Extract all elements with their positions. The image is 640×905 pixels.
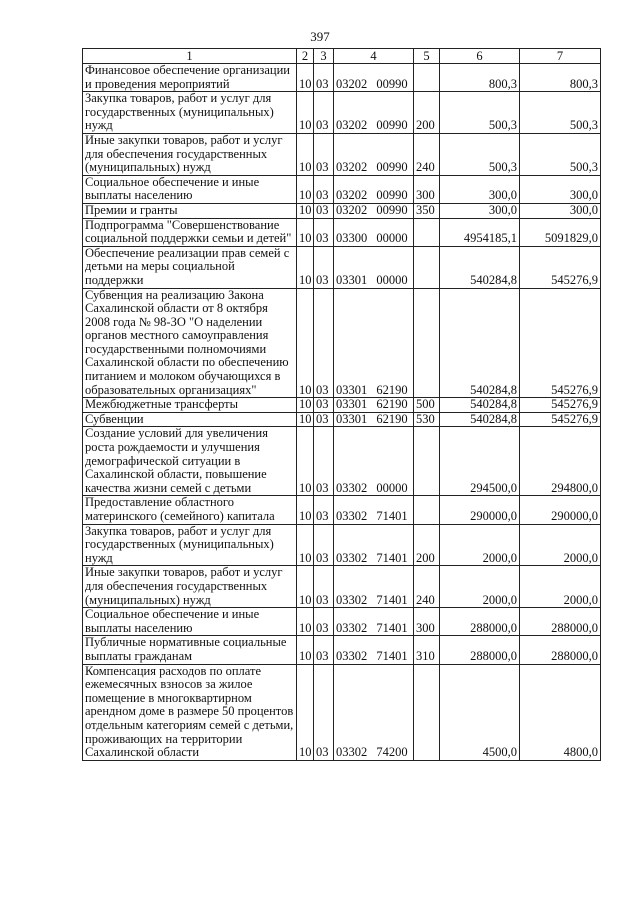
expense-type-cell: 310 [414, 636, 440, 664]
subsection-code-cell: 03 [314, 92, 334, 134]
amount-col6-cell: 2000,0 [440, 524, 520, 566]
expense-type-cell: 200 [414, 92, 440, 134]
target-article-cell: 03302 71401 [334, 608, 414, 636]
amount-col7-cell: 2000,0 [520, 524, 601, 566]
table-row [83, 398, 601, 413]
target-article-cell: 03301 62190 [334, 398, 414, 413]
amount-col6-cell: 300,0 [440, 175, 520, 203]
amount-col6-cell: 540284,8 [440, 288, 520, 398]
amount-col7-cell: 300,0 [520, 203, 601, 218]
table-row [83, 664, 601, 760]
header-cell-5: 5 [414, 49, 440, 64]
amount-col6-cell: 500,3 [440, 133, 520, 175]
amount-col6-cell: 540284,8 [440, 398, 520, 413]
section-code-cell: 10 [297, 246, 314, 288]
amount-col7-cell: 294800,0 [520, 427, 601, 496]
table-row [83, 246, 601, 288]
subsection-code-cell: 03 [314, 203, 334, 218]
table-row [83, 427, 601, 496]
name-cell: Компенсация расходов по оплате ежемесячных взносов за жилое помещение в многоквартирном арендном доме в размере 50 процентов отдельным категориям семей с детьми, проживающих на территории Сахалинской области [83, 664, 297, 760]
amount-col6-cell: 800,3 [440, 64, 520, 92]
amount-col7-cell: 545276,9 [520, 288, 601, 398]
amount-col7-cell: 288000,0 [520, 636, 601, 664]
header-cell-7: 7 [520, 49, 601, 64]
amount-col7-cell: 5091829,0 [520, 218, 601, 246]
name-cell: Создание условий для увеличения роста рождаемости и улучшения демографической ситуации в Сахалинской области, повышение качества жизни семей с детьми [83, 427, 297, 496]
subsection-code-cell: 03 [314, 64, 334, 92]
expense-type-cell: 300 [414, 608, 440, 636]
amount-col7-cell: 288000,0 [520, 608, 601, 636]
name-cell: Иные закупки товаров, работ и услуг для обеспечения государственных (муниципальных) нужд [83, 133, 297, 175]
section-code-cell: 10 [297, 496, 314, 524]
target-article-cell: 03300 00000 [334, 218, 414, 246]
budget-table [82, 48, 601, 761]
target-article-cell: 03302 74200 [334, 664, 414, 760]
section-code-cell: 10 [297, 398, 314, 413]
expense-type-cell [414, 496, 440, 524]
section-code-cell: 10 [297, 566, 314, 608]
section-code-cell: 10 [297, 92, 314, 134]
amount-col6-cell: 500,3 [440, 92, 520, 134]
section-code-cell: 10 [297, 288, 314, 398]
subsection-code-cell: 03 [314, 398, 334, 413]
expense-type-cell [414, 664, 440, 760]
table-row [83, 175, 601, 203]
name-cell: Обеспечение реализации прав семей с детьми на меры социальной поддержки [83, 246, 297, 288]
amount-col7-cell: 545276,9 [520, 246, 601, 288]
name-cell: Закупка товаров, работ и услуг для государственных (муниципальных) нужд [83, 92, 297, 134]
table-row [83, 288, 601, 398]
subsection-code-cell: 03 [314, 636, 334, 664]
header-cell-3: 3 [314, 49, 334, 64]
header-cell-4: 4 [334, 49, 414, 64]
amount-col7-cell: 2000,0 [520, 566, 601, 608]
table-row [83, 496, 601, 524]
amount-col7-cell: 500,3 [520, 92, 601, 134]
subsection-code-cell: 03 [314, 664, 334, 760]
subsection-code-cell: 03 [314, 246, 334, 288]
target-article-cell: 03202 00990 [334, 92, 414, 134]
name-cell: Закупка товаров, работ и услуг для государственных (муниципальных) нужд [83, 524, 297, 566]
target-article-cell: 03301 00000 [334, 246, 414, 288]
name-cell: Премии и гранты [83, 203, 297, 218]
table-row [83, 133, 601, 175]
section-code-cell: 10 [297, 412, 314, 427]
name-cell: Публичные нормативные социальные выплаты гражданам [83, 636, 297, 664]
expense-type-cell: 300 [414, 175, 440, 203]
amount-col6-cell: 290000,0 [440, 496, 520, 524]
amount-col7-cell: 4800,0 [520, 664, 601, 760]
name-cell: Межбюджетные трансферты [83, 398, 297, 413]
expense-type-cell: 200 [414, 524, 440, 566]
section-code-cell: 10 [297, 133, 314, 175]
table-row [83, 524, 601, 566]
amount-col7-cell: 545276,9 [520, 412, 601, 427]
section-code-cell: 10 [297, 175, 314, 203]
amount-col6-cell: 4500,0 [440, 664, 520, 760]
subsection-code-cell: 03 [314, 133, 334, 175]
subsection-code-cell: 03 [314, 427, 334, 496]
name-cell: Предоставление областного материнского (семейного) капитала [83, 496, 297, 524]
target-article-cell: 03202 00990 [334, 133, 414, 175]
table-row [83, 636, 601, 664]
expense-type-cell: 350 [414, 203, 440, 218]
target-article-cell: 03302 71401 [334, 566, 414, 608]
subsection-code-cell: 03 [314, 608, 334, 636]
target-article-cell: 03301 62190 [334, 412, 414, 427]
expense-type-cell [414, 246, 440, 288]
expense-type-cell [414, 427, 440, 496]
subsection-code-cell: 03 [314, 496, 334, 524]
amount-col7-cell: 545276,9 [520, 398, 601, 413]
table-row [83, 218, 601, 246]
header-cell-1: 1 [83, 49, 297, 64]
section-code-cell: 10 [297, 664, 314, 760]
section-code-cell: 10 [297, 64, 314, 92]
header-cell-6: 6 [440, 49, 520, 64]
target-article-cell: 03302 71401 [334, 524, 414, 566]
amount-col6-cell: 294500,0 [440, 427, 520, 496]
expense-type-cell [414, 64, 440, 92]
expense-type-cell: 240 [414, 566, 440, 608]
name-cell: Социальное обеспечение и иные выплаты населению [83, 608, 297, 636]
subsection-code-cell: 03 [314, 288, 334, 398]
section-code-cell: 10 [297, 218, 314, 246]
target-article-cell: 03302 71401 [334, 496, 414, 524]
amount-col7-cell: 290000,0 [520, 496, 601, 524]
expense-type-cell: 500 [414, 398, 440, 413]
target-article-cell: 03302 71401 [334, 636, 414, 664]
amount-col6-cell: 540284,8 [440, 412, 520, 427]
name-cell: Социальное обеспечение и иные выплаты населению [83, 175, 297, 203]
name-cell: Субвенция на реализацию Закона Сахалинской области от 8 октября 2008 года № 98-ЗО "О наделении органов местного самоуправления государственными полномочиями Сахалинской области по обеспечению питанием и молоком обучающихся в образовательных организациях" [83, 288, 297, 398]
name-cell: Подпрограмма "Совершенствование социальной поддержки семьи и детей" [83, 218, 297, 246]
name-cell: Финансовое обеспечение организации и проведения мероприятий [83, 64, 297, 92]
section-code-cell: 10 [297, 636, 314, 664]
amount-col6-cell: 2000,0 [440, 566, 520, 608]
section-code-cell: 10 [297, 427, 314, 496]
section-code-cell: 10 [297, 608, 314, 636]
subsection-code-cell: 03 [314, 175, 334, 203]
amount-col6-cell: 540284,8 [440, 246, 520, 288]
target-article-cell: 03301 62190 [334, 288, 414, 398]
subsection-code-cell: 03 [314, 218, 334, 246]
expense-type-cell [414, 218, 440, 246]
subsection-code-cell: 03 [314, 412, 334, 427]
amount-col6-cell: 288000,0 [440, 608, 520, 636]
table-row [83, 608, 601, 636]
amount-col7-cell: 300,0 [520, 175, 601, 203]
header-row [83, 49, 601, 64]
table-row [83, 412, 601, 427]
amount-col6-cell: 288000,0 [440, 636, 520, 664]
target-article-cell: 03202 00990 [334, 203, 414, 218]
subsection-code-cell: 03 [314, 566, 334, 608]
amount-col7-cell: 800,3 [520, 64, 601, 92]
section-code-cell: 10 [297, 524, 314, 566]
target-article-cell: 03202 00990 [334, 64, 414, 92]
section-code-cell: 10 [297, 203, 314, 218]
header-cell-2: 2 [297, 49, 314, 64]
table-row [83, 566, 601, 608]
subsection-code-cell: 03 [314, 524, 334, 566]
page-number: 397 [310, 29, 330, 44]
target-article-cell: 03202 00990 [334, 175, 414, 203]
table-row [83, 64, 601, 92]
expense-type-cell: 530 [414, 412, 440, 427]
expense-type-cell: 240 [414, 133, 440, 175]
name-cell: Субвенции [83, 412, 297, 427]
table-row [83, 203, 601, 218]
expense-type-cell [414, 288, 440, 398]
table-row [83, 92, 601, 134]
target-article-cell: 03302 00000 [334, 427, 414, 496]
amount-col7-cell: 500,3 [520, 133, 601, 175]
amount-col6-cell: 300,0 [440, 203, 520, 218]
name-cell: Иные закупки товаров, работ и услуг для обеспечения государственных (муниципальных) нужд [83, 566, 297, 608]
amount-col6-cell: 4954185,1 [440, 218, 520, 246]
